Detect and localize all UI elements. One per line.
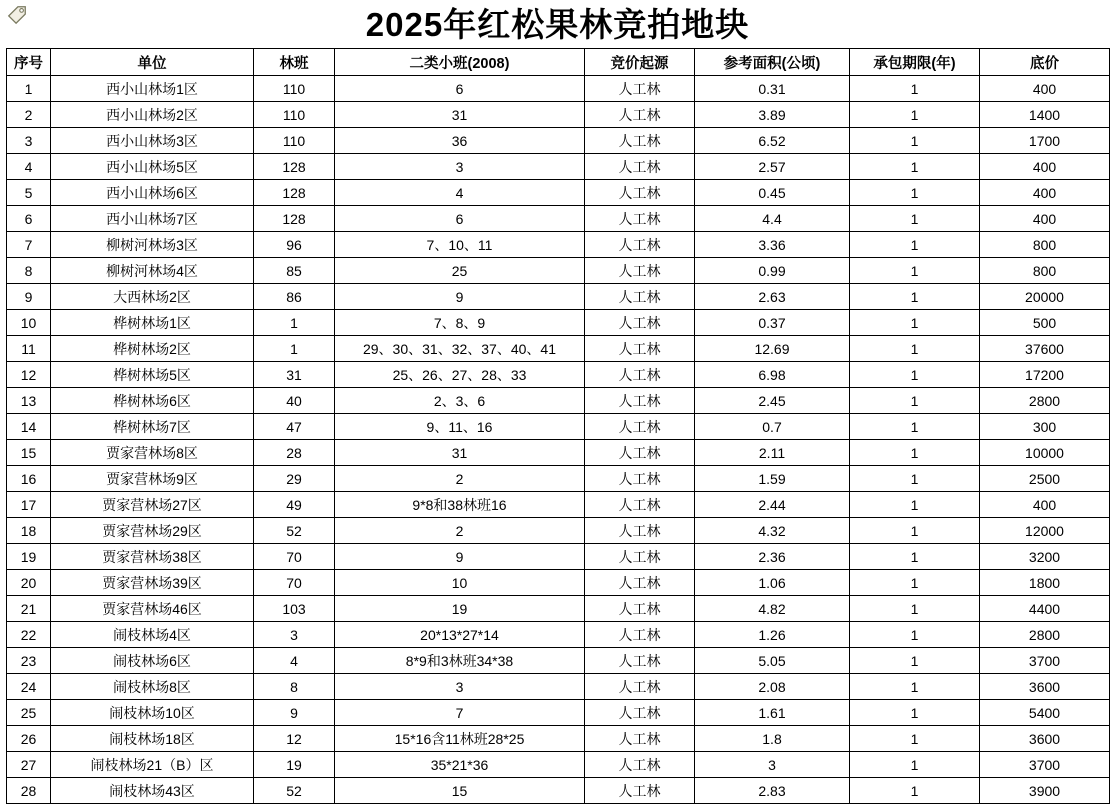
table-cell: 49 xyxy=(254,492,335,518)
table-cell: 人工林 xyxy=(585,674,695,700)
table-cell: 2、3、6 xyxy=(335,388,585,414)
table-cell: 5400 xyxy=(980,700,1110,726)
table-row xyxy=(7,102,1110,128)
table-cell: 3 xyxy=(335,154,585,180)
table-cell: 人工林 xyxy=(585,648,695,674)
table-cell: 2800 xyxy=(980,388,1110,414)
table-cell: 19 xyxy=(335,596,585,622)
table-cell: 人工林 xyxy=(585,622,695,648)
table-cell: 人工林 xyxy=(585,102,695,128)
table-cell: 2.57 xyxy=(695,154,850,180)
table-row xyxy=(7,362,1110,388)
table-cell: 500 xyxy=(980,310,1110,336)
table-cell: 6 xyxy=(335,76,585,102)
table-cell: 1 xyxy=(850,362,980,388)
table-cell: 85 xyxy=(254,258,335,284)
table-cell: 2.63 xyxy=(695,284,850,310)
table-row xyxy=(7,700,1110,726)
auction-table xyxy=(6,48,1110,804)
table-cell: 人工林 xyxy=(585,414,695,440)
table-cell: 26 xyxy=(7,726,51,752)
table-cell: 110 xyxy=(254,102,335,128)
table-cell: 1 xyxy=(850,778,980,804)
table-cell: 1 xyxy=(850,674,980,700)
table-cell: 52 xyxy=(254,778,335,804)
table-cell: 1 xyxy=(850,622,980,648)
table-cell: 2 xyxy=(335,466,585,492)
table-cell: 31 xyxy=(335,102,585,128)
column-header-origin: 竞价起源 xyxy=(585,49,695,76)
table-cell: 0.7 xyxy=(695,414,850,440)
table-cell: 0.45 xyxy=(695,180,850,206)
table-cell: 70 xyxy=(254,570,335,596)
table-cell: 1 xyxy=(850,128,980,154)
table-cell: 1 xyxy=(850,648,980,674)
title-bar xyxy=(0,0,1115,48)
table-cell: 7、10、11 xyxy=(335,232,585,258)
table-cell: 1 xyxy=(850,310,980,336)
table-cell: 西小山林场7区 xyxy=(51,206,254,232)
table-cell: 128 xyxy=(254,154,335,180)
table-cell: 400 xyxy=(980,206,1110,232)
table-cell: 1 xyxy=(254,310,335,336)
table-row xyxy=(7,128,1110,154)
table-cell: 0.99 xyxy=(695,258,850,284)
table-cell: 6 xyxy=(335,206,585,232)
table-cell: 17200 xyxy=(980,362,1110,388)
table-cell: 人工林 xyxy=(585,310,695,336)
table-cell: 1 xyxy=(850,180,980,206)
table-cell: 人工林 xyxy=(585,700,695,726)
tag-icon xyxy=(6,4,28,26)
table-cell: 贾家营林场29区 xyxy=(51,518,254,544)
table-cell: 1 xyxy=(850,492,980,518)
table-cell: 12.69 xyxy=(695,336,850,362)
table-cell: 19 xyxy=(254,752,335,778)
table-cell: 桦树林场6区 xyxy=(51,388,254,414)
table-cell: 12 xyxy=(7,362,51,388)
table-row xyxy=(7,648,1110,674)
table-cell: 闹枝林场10区 xyxy=(51,700,254,726)
table-cell: 4400 xyxy=(980,596,1110,622)
table-cell: 37600 xyxy=(980,336,1110,362)
table-row xyxy=(7,284,1110,310)
table-cell: 人工林 xyxy=(585,388,695,414)
table-cell: 128 xyxy=(254,206,335,232)
table-cell: 3700 xyxy=(980,648,1110,674)
table-cell: 5 xyxy=(7,180,51,206)
table-cell: 40 xyxy=(254,388,335,414)
table-row xyxy=(7,778,1110,804)
table-row xyxy=(7,180,1110,206)
table-row xyxy=(7,596,1110,622)
table-cell: 西小山林场3区 xyxy=(51,128,254,154)
table-cell: 31 xyxy=(335,440,585,466)
table-cell: 10 xyxy=(7,310,51,336)
table-cell: 人工林 xyxy=(585,492,695,518)
table-cell: 31 xyxy=(254,362,335,388)
table-cell: 400 xyxy=(980,180,1110,206)
table-row xyxy=(7,414,1110,440)
table-cell: 6 xyxy=(7,206,51,232)
table-cell: 400 xyxy=(980,76,1110,102)
table-cell: 29 xyxy=(254,466,335,492)
table-cell: 大西林场2区 xyxy=(51,284,254,310)
table-cell: 1.26 xyxy=(695,622,850,648)
table-row xyxy=(7,336,1110,362)
table-cell: 1 xyxy=(850,570,980,596)
table-cell: 西小山林场5区 xyxy=(51,154,254,180)
table-row xyxy=(7,388,1110,414)
table-row xyxy=(7,258,1110,284)
table-cell: 15 xyxy=(7,440,51,466)
table-cell: 36 xyxy=(335,128,585,154)
table-cell: 4 xyxy=(7,154,51,180)
table-cell: 2.44 xyxy=(695,492,850,518)
table-cell: 人工林 xyxy=(585,180,695,206)
table-row xyxy=(7,622,1110,648)
table-cell: 1 xyxy=(850,440,980,466)
table-cell: 2.11 xyxy=(695,440,850,466)
table-cell: 16 xyxy=(7,466,51,492)
table-cell: 400 xyxy=(980,154,1110,180)
table-cell: 9*8和38林班16 xyxy=(335,492,585,518)
table-cell: 3600 xyxy=(980,674,1110,700)
table-cell: 1 xyxy=(850,388,980,414)
table-cell: 1.59 xyxy=(695,466,850,492)
table-row xyxy=(7,518,1110,544)
table-cell: 20000 xyxy=(980,284,1110,310)
table-cell: 人工林 xyxy=(585,778,695,804)
table-cell: 15 xyxy=(335,778,585,804)
table-cell: 人工林 xyxy=(585,440,695,466)
table-cell: 9、11、16 xyxy=(335,414,585,440)
table-cell: 人工林 xyxy=(585,206,695,232)
table-cell: 人工林 xyxy=(585,752,695,778)
table-cell: 闹枝林场8区 xyxy=(51,674,254,700)
table-cell: 人工林 xyxy=(585,336,695,362)
table-cell: 96 xyxy=(254,232,335,258)
table-cell: 2 xyxy=(335,518,585,544)
column-header-term: 承包期限(年) xyxy=(850,49,980,76)
table-row xyxy=(7,232,1110,258)
table-cell: 1 xyxy=(850,102,980,128)
table-cell: 桦树林场1区 xyxy=(51,310,254,336)
table-cell: 1 xyxy=(254,336,335,362)
table-cell: 1 xyxy=(850,232,980,258)
column-header-base-price: 底价 xyxy=(980,49,1110,76)
table-cell: 1 xyxy=(850,596,980,622)
table-cell: 9 xyxy=(335,544,585,570)
table-cell: 110 xyxy=(254,128,335,154)
table-cell: 人工林 xyxy=(585,76,695,102)
table-cell: 2 xyxy=(7,102,51,128)
table-cell: 12000 xyxy=(980,518,1110,544)
table-cell: 1 xyxy=(850,726,980,752)
table-cell: 29、30、31、32、37、40、41 xyxy=(335,336,585,362)
table-cell: 3 xyxy=(695,752,850,778)
table-cell: 贾家营林场39区 xyxy=(51,570,254,596)
table-cell: 28 xyxy=(7,778,51,804)
column-header-unit: 单位 xyxy=(51,49,254,76)
table-cell: 2.36 xyxy=(695,544,850,570)
table-cell: 1 xyxy=(850,700,980,726)
table-cell: 1 xyxy=(850,414,980,440)
table-cell: 4.32 xyxy=(695,518,850,544)
table-cell: 22 xyxy=(7,622,51,648)
column-header-subcompartment: 二类小班(2008) xyxy=(335,49,585,76)
table-cell: 20 xyxy=(7,570,51,596)
table-cell: 13 xyxy=(7,388,51,414)
table-cell: 1 xyxy=(7,76,51,102)
table-cell: 8 xyxy=(254,674,335,700)
table-row xyxy=(7,206,1110,232)
table-cell: 贾家营林场27区 xyxy=(51,492,254,518)
table-cell: 1 xyxy=(850,752,980,778)
table-cell: 人工林 xyxy=(585,154,695,180)
table-header-row xyxy=(7,49,1110,76)
table-cell: 17 xyxy=(7,492,51,518)
table-cell: 西小山林场1区 xyxy=(51,76,254,102)
table-cell: 1700 xyxy=(980,128,1110,154)
table-cell: 1.61 xyxy=(695,700,850,726)
table-cell: 300 xyxy=(980,414,1110,440)
table-cell: 1 xyxy=(850,206,980,232)
table-cell: 柳树河林场3区 xyxy=(51,232,254,258)
table-cell: 1 xyxy=(850,336,980,362)
table-cell: 西小山林场2区 xyxy=(51,102,254,128)
table-cell: 21 xyxy=(7,596,51,622)
table-cell: 1 xyxy=(850,544,980,570)
table-cell: 人工林 xyxy=(585,570,695,596)
table-cell: 3700 xyxy=(980,752,1110,778)
table-cell: 6.52 xyxy=(695,128,850,154)
table-cell: 18 xyxy=(7,518,51,544)
table-cell: 20*13*27*14 xyxy=(335,622,585,648)
table-row xyxy=(7,674,1110,700)
table-cell: 桦树林场5区 xyxy=(51,362,254,388)
table-cell: 1.8 xyxy=(695,726,850,752)
table-cell: 柳树河林场4区 xyxy=(51,258,254,284)
table-cell: 人工林 xyxy=(585,544,695,570)
table-cell: 110 xyxy=(254,76,335,102)
table-cell: 9 xyxy=(7,284,51,310)
table-cell: 9 xyxy=(335,284,585,310)
table-cell: 8 xyxy=(7,258,51,284)
column-header-area: 参考面积(公顷) xyxy=(695,49,850,76)
table-cell: 25 xyxy=(335,258,585,284)
table-cell: 贾家营林场46区 xyxy=(51,596,254,622)
table-cell: 1 xyxy=(850,284,980,310)
table-cell: 7、8、9 xyxy=(335,310,585,336)
table-cell: 闹枝林场6区 xyxy=(51,648,254,674)
table-cell: 3 xyxy=(254,622,335,648)
column-header-forest-班: 林班 xyxy=(254,49,335,76)
table-cell: 35*21*36 xyxy=(335,752,585,778)
table-cell: 24 xyxy=(7,674,51,700)
table-cell: 3.36 xyxy=(695,232,850,258)
table-cell: 闹枝林场18区 xyxy=(51,726,254,752)
table-cell: 103 xyxy=(254,596,335,622)
table-cell: 0.37 xyxy=(695,310,850,336)
table-cell: 1 xyxy=(850,258,980,284)
table-row xyxy=(7,752,1110,778)
table-cell: 0.31 xyxy=(695,76,850,102)
table-cell: 11 xyxy=(7,336,51,362)
table-row xyxy=(7,466,1110,492)
table-cell: 贾家营林场38区 xyxy=(51,544,254,570)
table-cell: 28 xyxy=(254,440,335,466)
table-cell: 西小山林场6区 xyxy=(51,180,254,206)
table-cell: 3 xyxy=(335,674,585,700)
table-row xyxy=(7,76,1110,102)
table-cell: 1400 xyxy=(980,102,1110,128)
table-cell: 桦树林场2区 xyxy=(51,336,254,362)
table-cell: 70 xyxy=(254,544,335,570)
table-cell: 14 xyxy=(7,414,51,440)
table-cell: 2500 xyxy=(980,466,1110,492)
table-cell: 400 xyxy=(980,492,1110,518)
table-cell: 人工林 xyxy=(585,596,695,622)
table-cell: 2.08 xyxy=(695,674,850,700)
table-row xyxy=(7,726,1110,752)
table-cell: 800 xyxy=(980,232,1110,258)
table-cell: 闹枝林场21（B）区 xyxy=(51,752,254,778)
table-cell: 人工林 xyxy=(585,362,695,388)
table-cell: 3 xyxy=(7,128,51,154)
table-cell: 4.4 xyxy=(695,206,850,232)
table-cell: 7 xyxy=(335,700,585,726)
table-cell: 1 xyxy=(850,518,980,544)
table-cell: 27 xyxy=(7,752,51,778)
table-cell: 9 xyxy=(254,700,335,726)
table-cell: 1 xyxy=(850,466,980,492)
table-cell: 12 xyxy=(254,726,335,752)
table-cell: 闹枝林场4区 xyxy=(51,622,254,648)
table-cell: 10 xyxy=(335,570,585,596)
table-cell: 人工林 xyxy=(585,284,695,310)
table-row xyxy=(7,440,1110,466)
table-cell: 1 xyxy=(850,154,980,180)
table-cell: 2.83 xyxy=(695,778,850,804)
table-cell: 800 xyxy=(980,258,1110,284)
table-cell: 52 xyxy=(254,518,335,544)
table-cell: 4.82 xyxy=(695,596,850,622)
table-body xyxy=(7,76,1110,804)
table-cell: 1 xyxy=(850,76,980,102)
table-row xyxy=(7,154,1110,180)
table-cell: 8*9和3林班34*38 xyxy=(335,648,585,674)
table-cell: 2800 xyxy=(980,622,1110,648)
table-cell: 3200 xyxy=(980,544,1110,570)
table-cell: 3900 xyxy=(980,778,1110,804)
column-header-index: 序号 xyxy=(7,49,51,76)
table-cell: 4 xyxy=(254,648,335,674)
table-cell: 1.06 xyxy=(695,570,850,596)
table-cell: 贾家营林场9区 xyxy=(51,466,254,492)
table-cell: 1800 xyxy=(980,570,1110,596)
table-cell: 2.45 xyxy=(695,388,850,414)
table-cell: 10000 xyxy=(980,440,1110,466)
table-cell: 桦树林场7区 xyxy=(51,414,254,440)
table-cell: 128 xyxy=(254,180,335,206)
table-cell: 47 xyxy=(254,414,335,440)
table-cell: 人工林 xyxy=(585,726,695,752)
table-row xyxy=(7,492,1110,518)
table-cell: 25、26、27、28、33 xyxy=(335,362,585,388)
table-cell: 4 xyxy=(335,180,585,206)
table-cell: 6.98 xyxy=(695,362,850,388)
table-cell: 人工林 xyxy=(585,232,695,258)
table-cell: 人工林 xyxy=(585,466,695,492)
table-cell: 3600 xyxy=(980,726,1110,752)
table-cell: 23 xyxy=(7,648,51,674)
table-cell: 贾家营林场8区 xyxy=(51,440,254,466)
table-row xyxy=(7,544,1110,570)
table-cell: 7 xyxy=(7,232,51,258)
table-cell: 人工林 xyxy=(585,518,695,544)
table-cell: 闹枝林场43区 xyxy=(51,778,254,804)
table-cell: 人工林 xyxy=(585,258,695,284)
table-row xyxy=(7,570,1110,596)
table-cell: 5.05 xyxy=(695,648,850,674)
page-title: 2025年红松果林竞拍地块 xyxy=(365,5,750,43)
table-row xyxy=(7,310,1110,336)
table-cell: 3.89 xyxy=(695,102,850,128)
table-cell: 人工林 xyxy=(585,128,695,154)
table-cell: 15*16含11林班28*25 xyxy=(335,726,585,752)
table-cell: 86 xyxy=(254,284,335,310)
table-cell: 25 xyxy=(7,700,51,726)
table-cell: 19 xyxy=(7,544,51,570)
